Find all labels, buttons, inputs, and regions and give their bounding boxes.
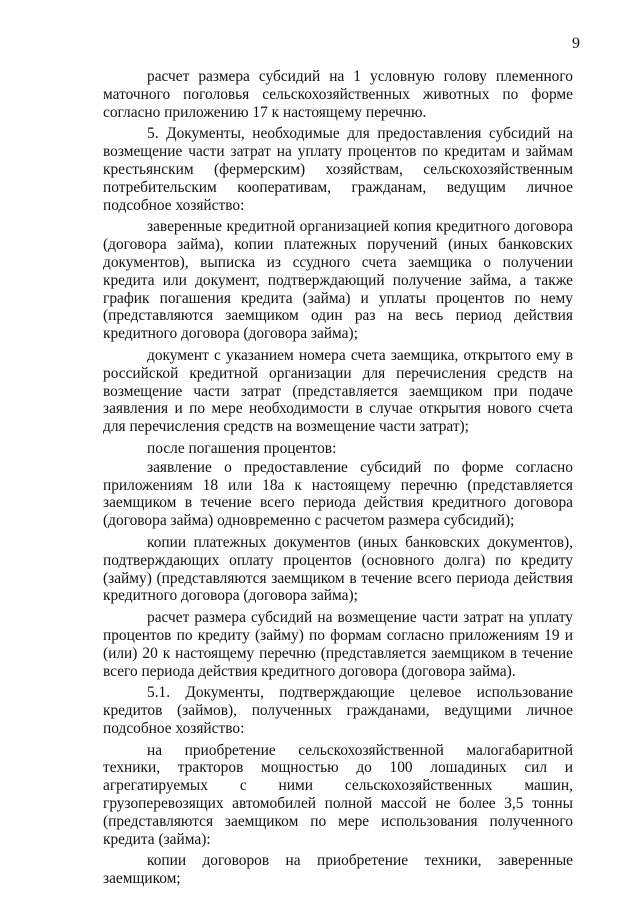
paragraph-certified-loan-copy: заверенные кредитной организацией копия кредитного договора (договора займа), копии платежных поручений (иных банковских документов), выписка из ссудного счета заемщика о получении кредита или документ, подтверждающий получение займа, а также график погашения кредита (займа) и уплаты процентов по нему (представляются заемщиком один раз на весь период действия кредитного договора (договора займа); [103, 218, 573, 343]
paragraph-interest-calculation: расчет размера субсидий на возмещение части затрат на уплату процентов по кредиту (займу) по формам согласно приложениям 19 и (или) 20 к настоящему перечню (представляется заемщиком в течение всего периода действия кредитного договора (договора займа). [103, 609, 573, 680]
paragraph-section-5-heading: 5. Документы, необходимые для предоставления субсидий на возмещение части затрат на уплату процентов по кредитам и займам крестьянским (фермерским) хозяйствам, сельскохозяйственным потребительским кооперативам, гражданам, ведущим личное подсобное хозяйство: [103, 125, 573, 214]
paragraph-subsidy-calculation: расчет размера субсидий на 1 условную голову племенного маточного поголовья сельскохозяйственных животных по форме согласно приложению 17 к настоящему перечню. [103, 68, 573, 121]
paragraph-account-document: документ с указанием номера счета заемщика, открытого ему в российской кредитной организации для перечисления средств на возмещение части затрат (представляется заемщиком при подаче заявления и по мере необходимости в случае открытия нового счета для перечисления средств на возмещение части затрат); [103, 346, 573, 436]
page-number: 9 [572, 35, 580, 52]
paragraph-contract-copies: копии договоров на приобретение техники, заверенные заемщиком; [103, 852, 573, 888]
paragraph-section-5-1-heading: 5.1. Документы, подтверждающие целевое использование кредитов (займов), полученных гражданами, ведущими личное подсобное хозяйство: [103, 684, 573, 737]
paragraph-after-interest-payment: после погашения процентов: [147, 439, 337, 457]
document-body [103, 68, 573, 892]
paragraph-payment-documents: копии платежных документов (иных банковских документов), подтверждающих оплату процентов (основного долга) по кредиту (займу) (представляются заемщиком в течение всего периода действия кредитного договора (договора займа); [103, 533, 573, 605]
paragraph-equipment-purchase: на приобретение сельскохозяйственной малогабаритной техники, тракторов мощностью до 100 лошадиных сил и агрегатируемых с ними сельскохозяйственных машин, грузоперевозящих автомобилей полной массой не более 3,5 тонны (представляются заемщиком по мере использования полученного кредита (займа): [103, 741, 573, 848]
paragraph-application: заявление о предоставление субсидий по форме согласно приложениям 18 или 18а к настоящему перечню (представляется заемщиком в течение всего периода действия кредитного договора (договора займа) одновременно с расчетом размера субсидий); [103, 458, 573, 530]
